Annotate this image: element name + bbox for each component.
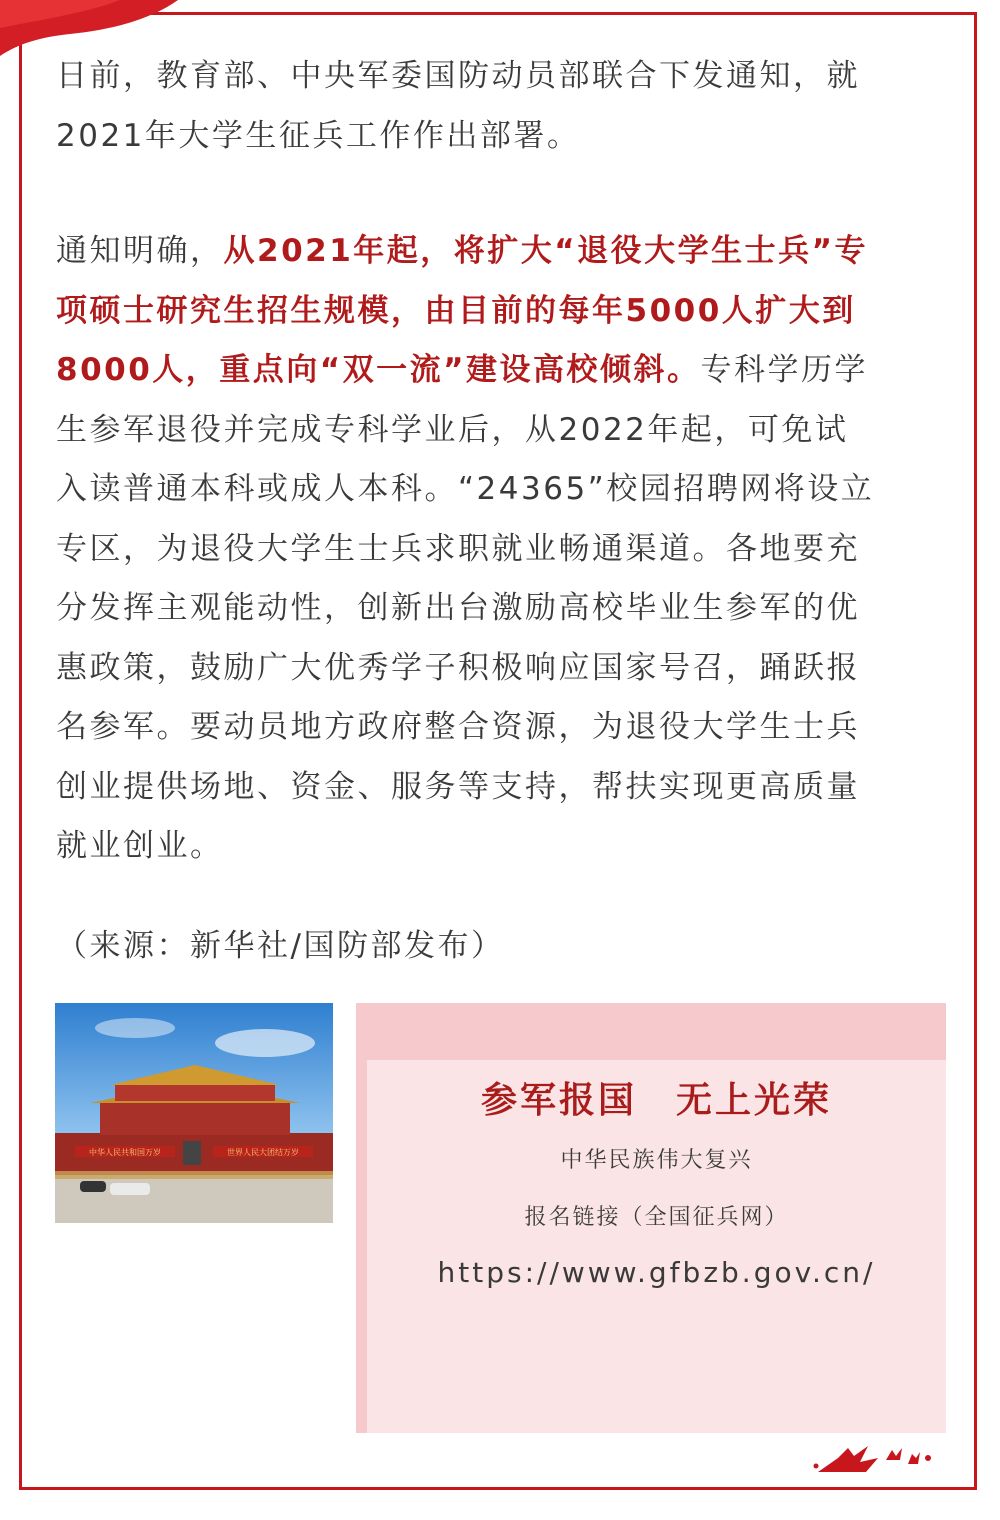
paragraph-main (56, 222, 946, 877)
paragraph-line: 生参军退役并完成专科学业后，从2022年起，可免试 (56, 411, 849, 448)
paragraph-line: 惠政策，鼓励广大优秀学子积极响应国家号召，踊跃报 (56, 649, 860, 686)
panel-link-label: 报名链接（全国征兵网） (524, 1205, 789, 1230)
paragraph-line: 日前，教育部、中央军委国防动员部联合下发通知，就 (56, 58, 860, 94)
panel-subtitle: 中华民族伟大复兴 (560, 1148, 753, 1173)
highlight-text: 从2021年起，将扩大“退役大学生士兵”专 (223, 233, 869, 269)
source-note: （来源：新华社/国防部发布） (56, 928, 505, 964)
paragraph-line: 入读普通本科或成人本科。“24365”校园招聘网将设立 (56, 471, 875, 507)
paragraph-line: 专区，为退役大学生士兵求职就业畅通渠道。各地要充 (56, 530, 860, 567)
plain-text: 通知明确， (56, 233, 224, 269)
paragraph-line (56, 222, 946, 282)
paragraph-line (56, 282, 946, 342)
paragraph-line: 分发挥主观能动性，创新出台激励高校毕业生参军的优 (56, 590, 860, 626)
paragraph-line: 创业提供场地、资金、服务等支持，帮扶实现更高质量 (56, 768, 860, 805)
plain-text: 专科学历学 (700, 352, 869, 388)
paragraph-line (56, 341, 946, 401)
paragraph-line: 2021年大学生征兵工作作出部署。 (56, 117, 581, 154)
photo-banner-left: 中华人民共和国万岁 (89, 1148, 161, 1157)
photo-banner-right: 世界人民大团结万岁 (227, 1148, 299, 1157)
signup-url-link[interactable]: https://www.gfbzb.gov.cn/ (437, 1256, 876, 1289)
paragraph-line: 就业创业。 (56, 828, 224, 864)
panel-title: 参军报国 无上光荣 (480, 1080, 832, 1121)
paragraph-line: 名参军。要动员地方政府整合资源，为退役大学生士兵 (56, 709, 860, 745)
highlight-text: 8000人，重点向“双一流”建设高校倾斜。 (56, 352, 701, 388)
highlight-text: 项硕士研究生招生规模，由目前的每年5000人扩大到 (56, 292, 856, 329)
paragraph-intro (56, 47, 946, 166)
runners-decoration-icon (808, 1428, 948, 1478)
tiananmen-photo (55, 1003, 333, 1223)
